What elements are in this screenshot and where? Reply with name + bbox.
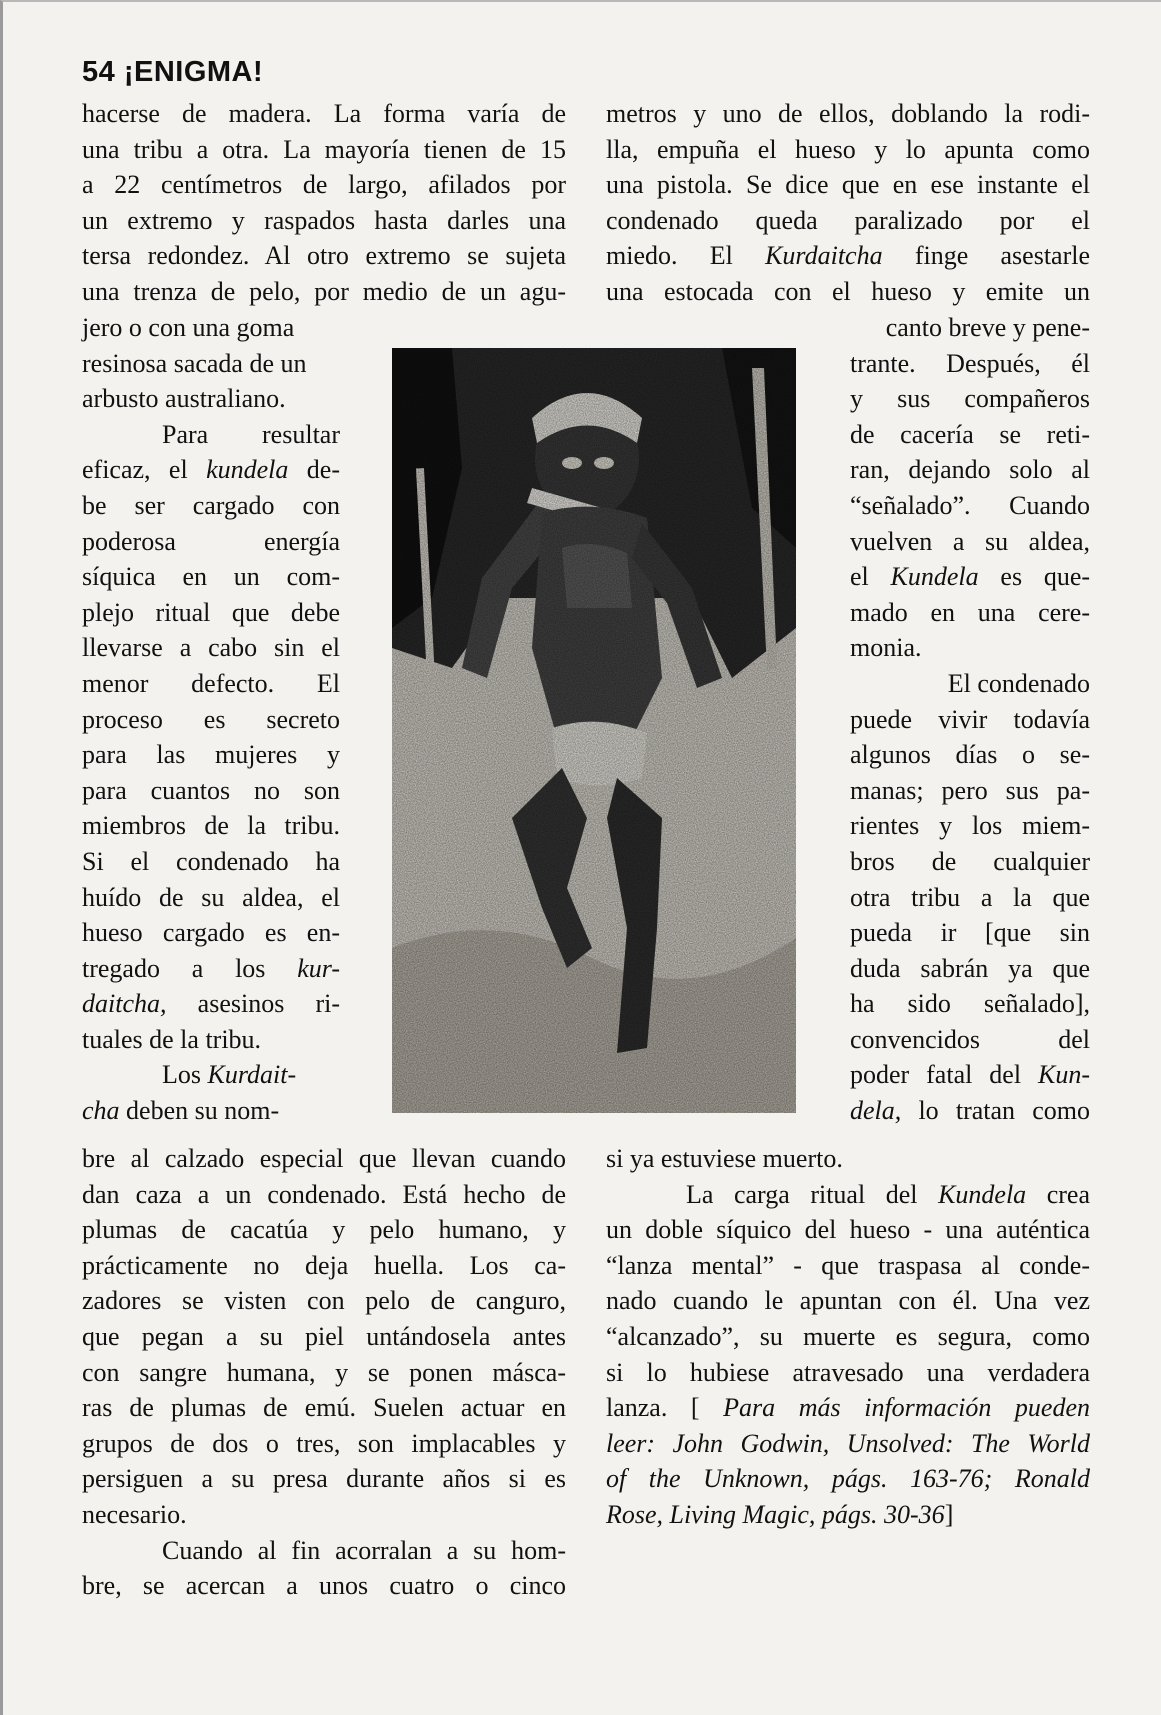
- text-line: nado cuando le apuntan con él. Una vez: [606, 1286, 1090, 1316]
- text-line: una tribu a otra. La mayoría tienen de 15: [82, 134, 566, 164]
- text-line: miembros de la tribu.: [82, 811, 340, 841]
- text-line: lanza. [ Para más información pueden: [606, 1393, 1090, 1423]
- text-line: arbusto australiano.: [82, 384, 286, 414]
- text-line: duda sabrán ya que: [850, 953, 1090, 983]
- text-line: miedo. El Kurdaitcha finge asestarle: [606, 241, 1090, 271]
- text-line: algunos días o se-: [850, 740, 1090, 770]
- text-line: vuelven a su aldea,: [850, 526, 1090, 556]
- text-line: que pegan a su piel untándosela antes: [82, 1321, 566, 1351]
- term-kurdaitcha: Kurdaitcha: [765, 241, 883, 271]
- text-line: metros y uno de ellos, doblando la rodi-: [606, 99, 1090, 128]
- text-line: síquica en un com-: [82, 562, 340, 592]
- magazine-title: ¡ENIGMA!: [123, 56, 264, 88]
- text-line: el Kundela es que-: [850, 562, 1091, 592]
- photo-illustration: [392, 348, 796, 1113]
- text-line: poderosa energía: [82, 526, 340, 556]
- text-line: y sus compañeros: [850, 384, 1090, 414]
- text-line: trante. Después, él: [850, 348, 1090, 378]
- text-line: monia.: [850, 633, 922, 663]
- text-line: Rose, Living Magic, págs. 30-36]: [606, 1499, 954, 1529]
- text-line: [606, 1426, 1090, 1462]
- text-line: pueda ir [que sin: [850, 918, 1090, 948]
- text-line: puede vivir todavía: [850, 704, 1090, 734]
- text-line: mado en una cere-: [850, 597, 1090, 627]
- text-line: una pistola. Se dice que en ese instante el: [606, 170, 1090, 200]
- text-line: El condenado: [947, 668, 1090, 698]
- term-kundela: Kundela: [890, 562, 979, 592]
- left-column-bottom: [82, 1141, 566, 1604]
- text-line: ha sido señalado],: [850, 989, 1090, 1019]
- text-line: convencidos del: [850, 1024, 1090, 1054]
- right-column-top: [606, 96, 1090, 310]
- text-line: Si el condenado ha: [82, 846, 340, 876]
- text-line: “señalado”. Cuando: [850, 490, 1090, 520]
- text-line: Para resultar: [162, 419, 340, 449]
- text-line: ras de plumas de emú. Suelen actuar en: [82, 1393, 566, 1423]
- text-line: condenado queda paralizado por el: [606, 205, 1090, 235]
- text-line: un extremo y raspados hasta darles una: [82, 205, 566, 235]
- reference-text: Para más información pueden: [723, 1393, 1090, 1423]
- text-line: lla, empuña el hueso y lo apunta como: [606, 134, 1090, 164]
- text-line: hacerse de madera. La forma varía de: [82, 99, 566, 128]
- page-number: 54: [82, 56, 116, 88]
- text-line: zadores se visten con pelo de canguro,: [82, 1286, 566, 1316]
- text-line: dan caza a un condenado. Está hecho de: [82, 1179, 566, 1209]
- text-line: “alcanzado”, su muerte es segura, como: [606, 1321, 1090, 1351]
- text-line: para las mujeres y: [82, 740, 340, 770]
- text-line: con sangre humana, y se ponen másca-: [82, 1357, 566, 1387]
- text-line: bre al calzado especial que llevan cuando: [82, 1144, 566, 1173]
- text-line: resinosa sacada de un: [82, 348, 307, 378]
- text-line: Los Kurdait-: [162, 1060, 297, 1090]
- text-line: prácticamente no deja huella. Los ca-: [82, 1250, 566, 1280]
- text-line: tregado a los kur-: [82, 953, 341, 983]
- term-kundela: Kun-: [1038, 1060, 1090, 1090]
- text-line: un doble síquico del hueso - una auténtica: [606, 1215, 1090, 1245]
- text-line: de cacería se reti-: [850, 419, 1090, 449]
- text-line: rientes y los miem-: [850, 811, 1090, 841]
- text-line: tersa redondez. Al otro extremo se sujeta: [82, 241, 566, 271]
- term-kurdaitcha: kur-: [297, 953, 341, 983]
- text-line: jero o con una goma: [82, 313, 295, 342]
- reference-text: leer: John Godwin, Unsolved: The World: [606, 1428, 1090, 1458]
- text-line: llevarse a cabo sin el: [82, 633, 340, 663]
- text-line: una estocada con el hueso y emite un: [606, 276, 1090, 306]
- reference-text: Rose, Living Magic, págs. 30-36: [606, 1499, 945, 1529]
- page-header: [82, 54, 263, 90]
- text-line: grupos de dos o tres, son implacables y: [82, 1428, 566, 1458]
- text-line: bros de cualquier: [850, 846, 1090, 876]
- text-line: una trenza de pelo, por medio de un agu-: [82, 276, 566, 306]
- text-line: tuales de la tribu.: [82, 1024, 262, 1054]
- term-kundela: kundela: [206, 455, 289, 485]
- text-line: plumas de cacatúa y pelo humano, y: [82, 1215, 566, 1245]
- text-line: menor defecto. El: [82, 668, 340, 698]
- text-line: “lanza mental” - que traspasa al conde-: [606, 1250, 1090, 1280]
- text-line: poder fatal del Kun-: [850, 1060, 1090, 1090]
- text-line: bre, se acercan a unos cuatro o cinco: [82, 1571, 566, 1601]
- text-line: hueso cargado es en-: [82, 918, 340, 948]
- text-line: plejo ritual que debe: [82, 597, 340, 627]
- text-line: a 22 centímetros de largo, afilados por: [82, 170, 566, 200]
- term-kurdaitcha: Kurdait-: [207, 1060, 297, 1090]
- text-line: [606, 1461, 1090, 1497]
- text-line: persiguen a su presa durante años si es: [82, 1464, 566, 1494]
- text-line: ran, dejando solo al: [850, 455, 1090, 485]
- left-column-top: [82, 96, 566, 310]
- text-line: be ser cargado con: [82, 490, 340, 520]
- term-kundela: Kundela: [938, 1179, 1027, 1209]
- kurdaitcha-photo: [392, 348, 796, 1113]
- text-line: huído de su aldea, el: [82, 882, 340, 912]
- text-line: manas; pero sus pa-: [850, 775, 1090, 805]
- text-line: La carga ritual del Kundela crea: [686, 1179, 1090, 1209]
- text-line: si lo hubiese atravesado una verdadera: [606, 1357, 1090, 1387]
- left-column-narrow: [82, 310, 340, 1129]
- right-column-bottom: [606, 1141, 1090, 1533]
- text-line: Cuando al fin acorralan a su hom-: [162, 1535, 566, 1565]
- right-column-narrow: [850, 310, 1090, 1129]
- text-line: para cuantos no son: [82, 775, 340, 805]
- text-line: otra tribu a la que: [850, 882, 1090, 912]
- text-line: eficaz, el kundela de-: [82, 455, 340, 485]
- text-line: cha deben su nom-: [82, 1096, 280, 1126]
- text-line: canto breve y pene-: [885, 313, 1090, 342]
- text-line: proceso es secreto: [82, 704, 340, 734]
- text-line: si ya estuviese muerto.: [606, 1144, 843, 1173]
- text-line: necesario.: [82, 1499, 187, 1529]
- text-line: daitcha, asesinos ri-: [82, 989, 341, 1019]
- text-line: dela, lo tratan como: [850, 1096, 1090, 1126]
- reference-text: of the Unknown, págs. 163-76; Ronald: [606, 1464, 1090, 1494]
